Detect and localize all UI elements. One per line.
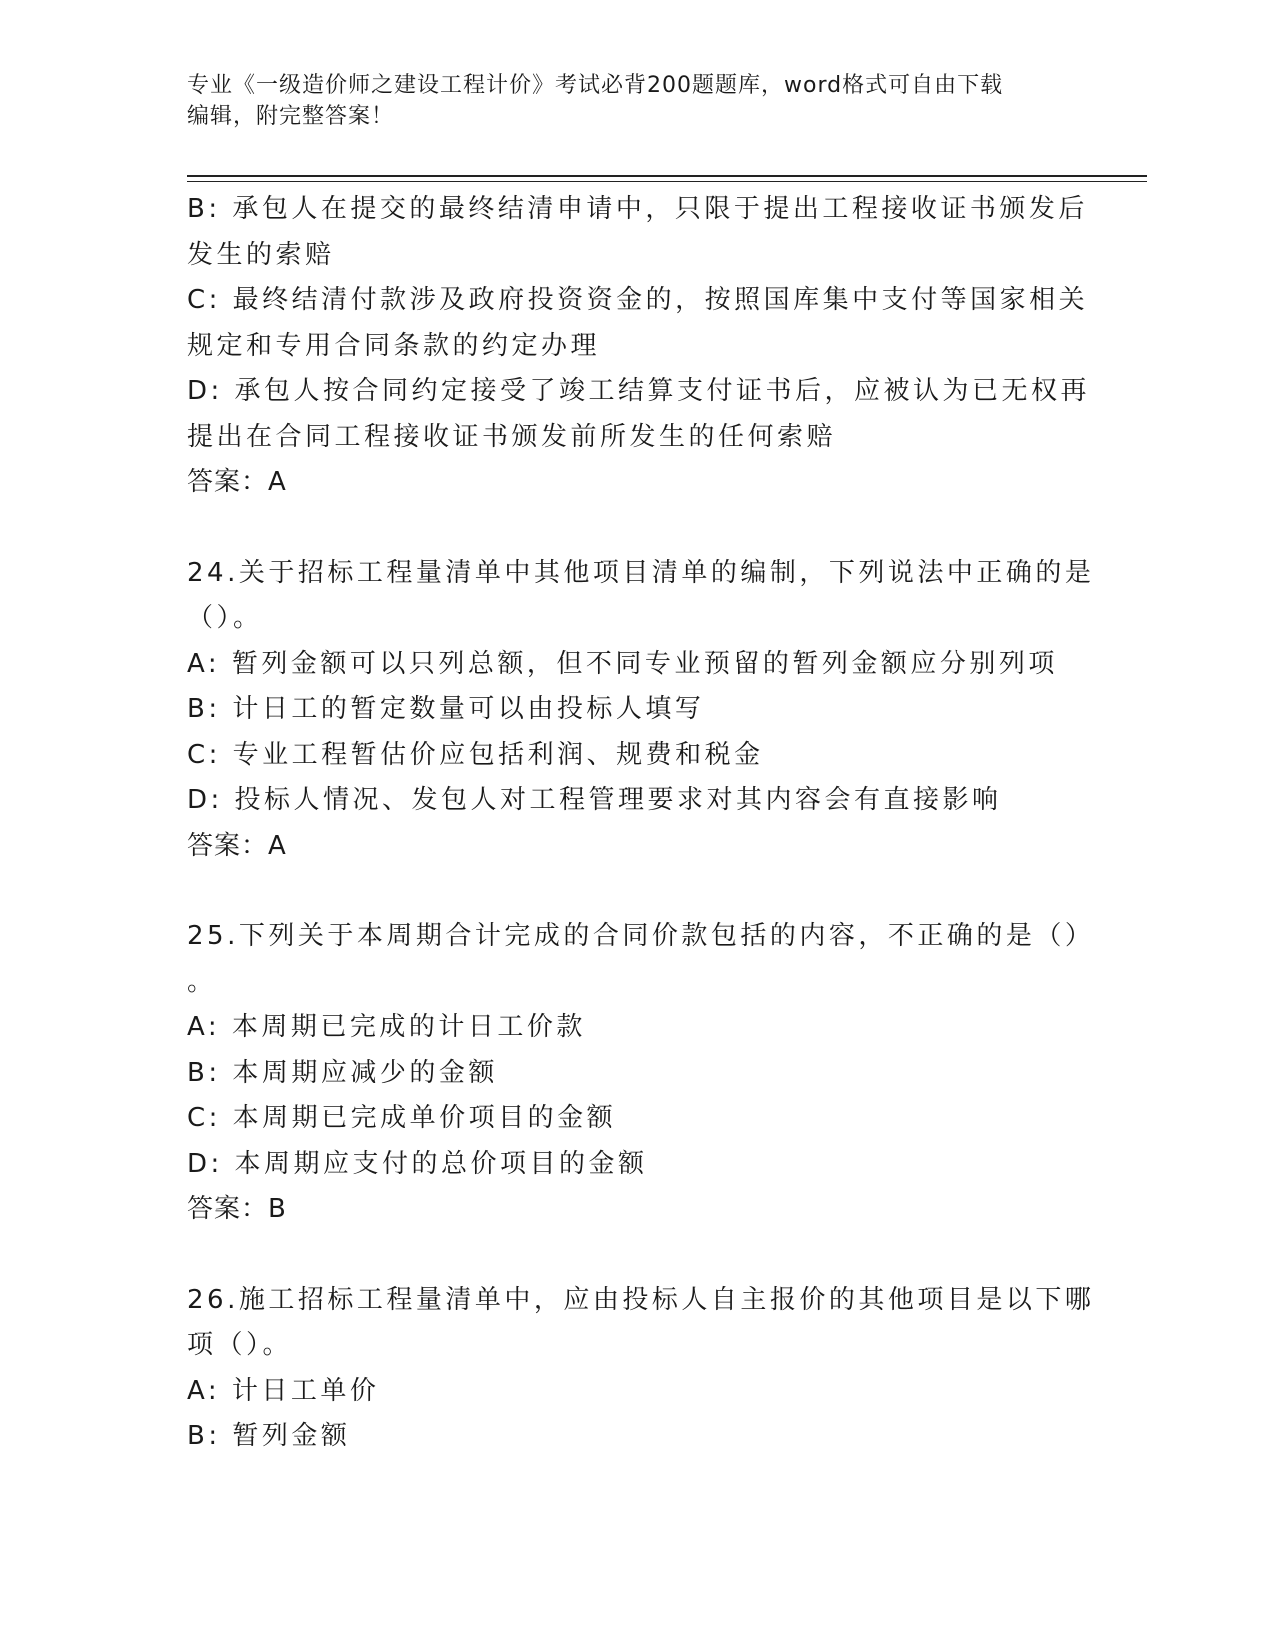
option-c: C: 专业工程暂估价应包括利润、规费和税金 <box>187 739 764 770</box>
option-b-line-2: 发生的索赔 <box>187 239 335 270</box>
option-a: A: 暂列金额可以只列总额，但不同专业预留的暂列金额应分别列项 <box>187 648 1058 679</box>
answer-line: 答案：A <box>187 467 287 497</box>
question-26 <box>187 1278 1095 1460</box>
option-d: D: 本周期应支付的总价项目的金额 <box>187 1148 648 1179</box>
header-divider-thin <box>187 181 1147 182</box>
document-header <box>187 70 1067 132</box>
question-stem-line-2: 项（）。 <box>187 1330 293 1360</box>
option-c-line-1: C: 最终结清付款涉及政府投资资金的，按照国库集中支付等国家相关 <box>187 285 1089 315</box>
question-stem-line-1: 25.下列关于本周期合计完成的合同价款包括的内容，不正确的是（） <box>187 921 1095 951</box>
document-body <box>187 187 1095 1460</box>
option-b: B: 计日工的暂定数量可以由投标人填写 <box>187 694 705 724</box>
previous-question-options <box>187 187 1091 506</box>
option-c: C: 本周期已完成单价项目的金额 <box>187 1103 617 1133</box>
option-b-line-1: B: 承包人在提交的最终结清申请中，只限于提出工程接收证书颁发后 <box>187 194 1088 224</box>
option-c-line-2: 规定和专用合同条款的约定办理 <box>187 330 601 361</box>
option-b: B: 本周期应减少的金额 <box>187 1057 498 1088</box>
question-stem-line-1: 24.关于招标工程量清单中其他项目清单的编制，下列说法中正确的是 <box>187 557 1095 588</box>
header-line-1: 专业《一级造价师之建设工程计价》考试必背200题题库，word格式可自由下载 <box>187 73 1004 98</box>
header-divider-thick <box>187 175 1147 177</box>
header-line-2: 编辑，附完整答案！ <box>187 104 395 129</box>
answer-line: 答案：B <box>187 1194 287 1224</box>
spacer <box>187 506 1087 551</box>
spacer <box>187 1233 1087 1278</box>
spacer <box>187 869 1087 914</box>
option-d-line-1: D: 承包人按合同约定接受了竣工结算支付证书后，应被认为已无权再 <box>187 376 1091 406</box>
question-25 <box>187 914 1095 1233</box>
option-a: A: 计日工单价 <box>187 1375 380 1406</box>
option-d: D: 投标人情况、发包人对工程管理要求对其内容会有直接影响 <box>187 785 1002 815</box>
option-b: B: 暂列金额 <box>187 1421 351 1451</box>
question-24 <box>187 551 1095 870</box>
question-stem-line-2: 。 <box>187 966 217 997</box>
option-a: A: 本周期已完成的计日工价款 <box>187 1012 586 1042</box>
question-stem-line-2: （）。 <box>187 603 263 633</box>
option-d-line-2: 提出在合同工程接收证书颁发前所发生的任何索赔 <box>187 421 837 452</box>
question-stem-line-1: 26.施工招标工程量清单中，应由投标人自主报价的其他项目是以下哪 <box>187 1284 1095 1315</box>
answer-line: 答案：A <box>187 830 287 861</box>
